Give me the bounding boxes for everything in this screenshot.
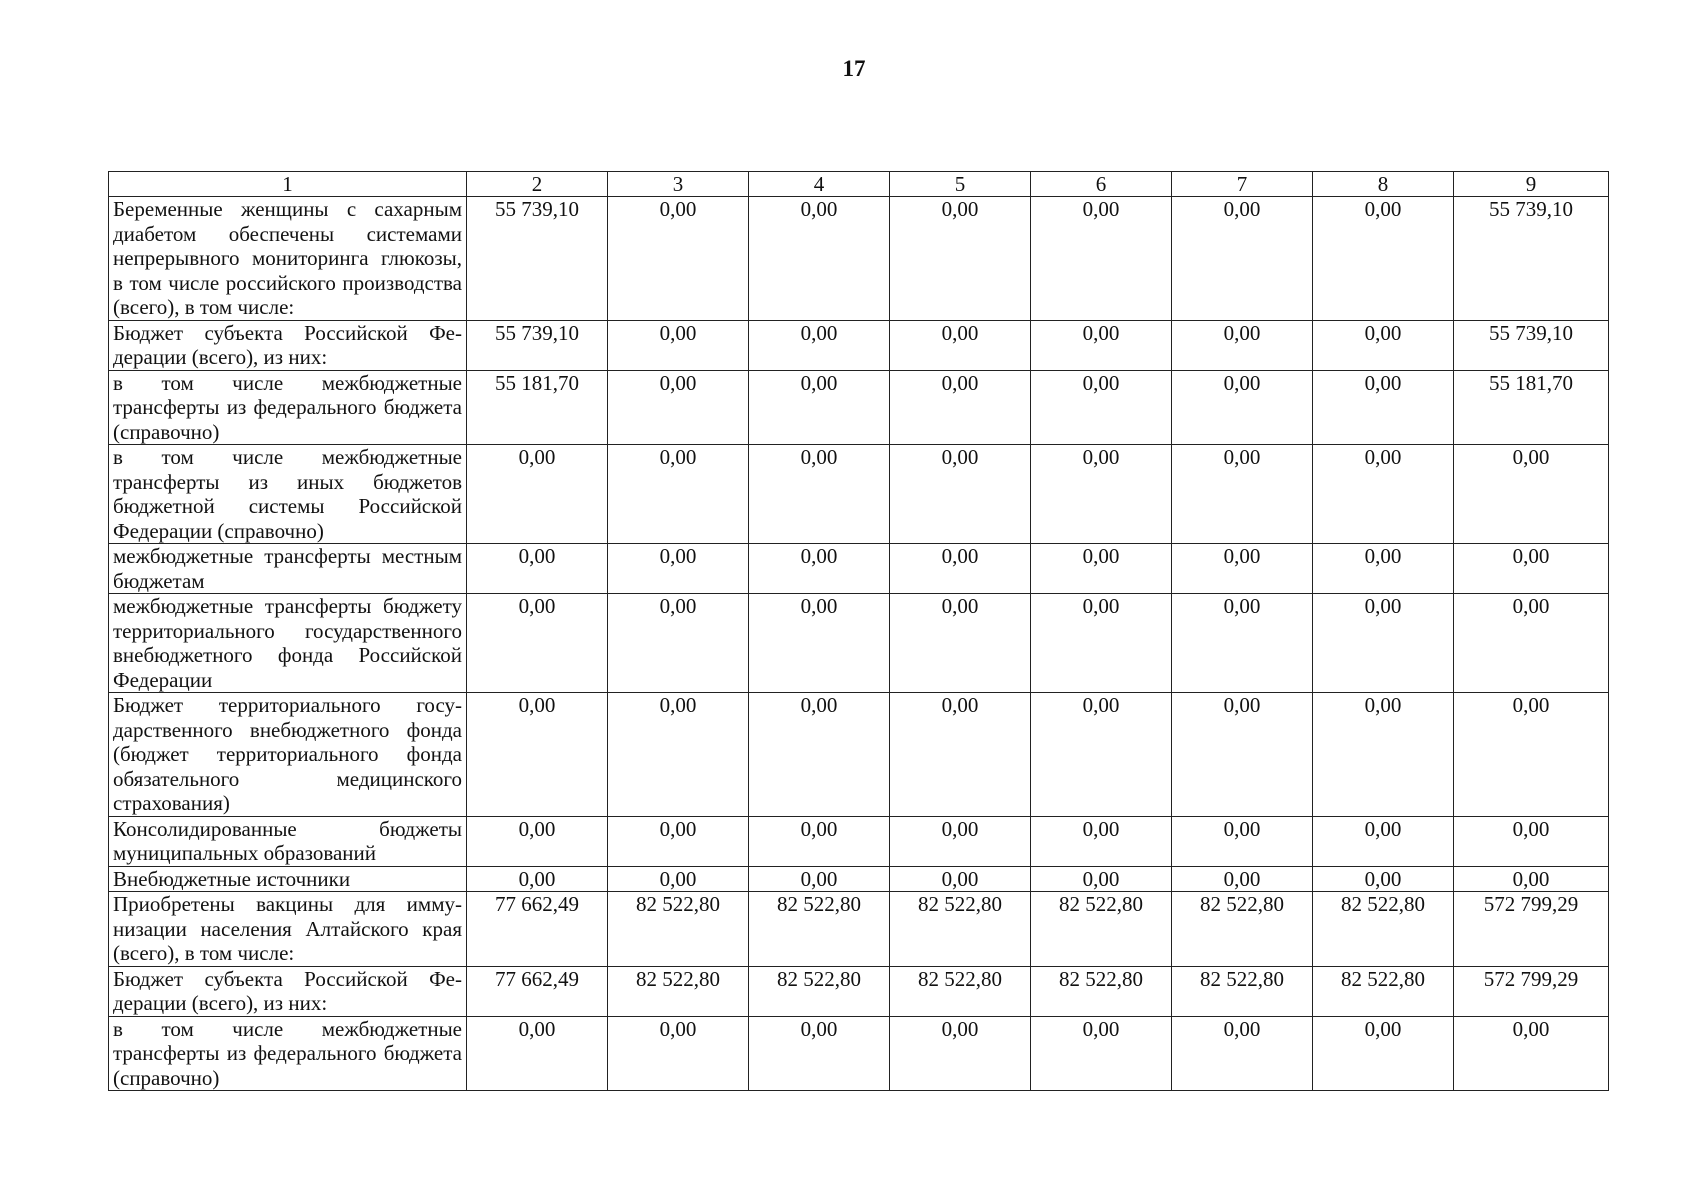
value-cell: 0,00 <box>890 370 1031 445</box>
value-cell: 0,00 <box>1313 693 1454 817</box>
value-cell: 0,00 <box>1454 816 1609 866</box>
value-cell: 0,00 <box>1172 1016 1313 1091</box>
value-cell: 55 739,10 <box>1454 197 1609 321</box>
column-header: 2 <box>467 172 608 197</box>
value-cell: 0,00 <box>1172 866 1313 892</box>
value-cell: 82 522,80 <box>1172 966 1313 1016</box>
value-cell: 82 522,80 <box>1172 892 1313 967</box>
value-cell: 55 181,70 <box>1454 370 1609 445</box>
value-cell: 0,00 <box>890 320 1031 370</box>
value-cell: 82 522,80 <box>608 892 749 967</box>
value-cell: 0,00 <box>467 693 608 817</box>
value-cell: 0,00 <box>1031 544 1172 594</box>
value-cell: 77 662,49 <box>467 892 608 967</box>
value-cell: 0,00 <box>1313 544 1454 594</box>
value-cell: 0,00 <box>1313 1016 1454 1091</box>
value-cell: 0,00 <box>890 866 1031 892</box>
value-cell: 82 522,80 <box>749 966 890 1016</box>
table-row <box>109 320 1609 370</box>
value-cell: 0,00 <box>1454 693 1609 817</box>
value-cell: 0,00 <box>608 693 749 817</box>
value-cell: 0,00 <box>1313 866 1454 892</box>
value-cell: 82 522,80 <box>1313 892 1454 967</box>
value-cell: 0,00 <box>1313 370 1454 445</box>
value-cell: 0,00 <box>1031 816 1172 866</box>
value-cell: 0,00 <box>749 816 890 866</box>
table-row <box>109 816 1609 866</box>
value-cell: 0,00 <box>1172 544 1313 594</box>
value-cell: 77 662,49 <box>467 966 608 1016</box>
table-row <box>109 197 1609 321</box>
value-cell: 55 181,70 <box>467 370 608 445</box>
value-cell: 0,00 <box>890 594 1031 693</box>
value-cell: 0,00 <box>890 197 1031 321</box>
row-label: Бюджет субъекта Российской Федерации (всего), из них: <box>109 320 467 370</box>
value-cell: 0,00 <box>1031 445 1172 544</box>
row-label: межбюджетные трансферты бюджету территориального государственного внебюджетного фонда Российской Федерации <box>109 594 467 693</box>
table-row <box>109 370 1609 445</box>
value-cell: 0,00 <box>1172 370 1313 445</box>
row-label: Бюджет субъекта Российской Федерации (всего), из них: <box>109 966 467 1016</box>
value-cell: 0,00 <box>749 544 890 594</box>
value-cell: 0,00 <box>1172 320 1313 370</box>
value-cell: 0,00 <box>608 816 749 866</box>
value-cell: 0,00 <box>608 320 749 370</box>
value-cell: 0,00 <box>1031 1016 1172 1091</box>
value-cell: 0,00 <box>1031 370 1172 445</box>
value-cell: 0,00 <box>1172 445 1313 544</box>
row-label: в том числе межбюджетные трансферты из федерального бюджета (справочно) <box>109 1016 467 1091</box>
value-cell: 0,00 <box>608 197 749 321</box>
row-label: Бюджет территориального государственного внебюджетного фонда (бюджет территориального фонда обязательного медицинского страхования) <box>109 693 467 817</box>
value-cell: 0,00 <box>1313 197 1454 321</box>
value-cell: 55 739,10 <box>467 197 608 321</box>
value-cell: 572 799,29 <box>1454 892 1609 967</box>
value-cell: 0,00 <box>1313 320 1454 370</box>
row-label: межбюджетные трансферты местным бюджетам <box>109 544 467 594</box>
value-cell: 572 799,29 <box>1454 966 1609 1016</box>
value-cell: 82 522,80 <box>1031 966 1172 1016</box>
value-cell: 0,00 <box>1031 594 1172 693</box>
table-row <box>109 693 1609 817</box>
value-cell: 0,00 <box>467 866 608 892</box>
value-cell: 82 522,80 <box>749 892 890 967</box>
value-cell: 0,00 <box>467 816 608 866</box>
value-cell: 0,00 <box>608 370 749 445</box>
value-cell: 0,00 <box>1172 816 1313 866</box>
row-label: Беременные женщины с сахарным диабетом обеспечены системами непрерывного мониторинга глюкозы, в том числе российского производства (всего), в том числе: <box>109 197 467 321</box>
column-header: 7 <box>1172 172 1313 197</box>
table-row <box>109 892 1609 967</box>
value-cell: 0,00 <box>1031 866 1172 892</box>
value-cell: 0,00 <box>1172 693 1313 817</box>
page-number: 17 <box>842 56 866 81</box>
column-header: 6 <box>1031 172 1172 197</box>
value-cell: 0,00 <box>608 445 749 544</box>
value-cell: 0,00 <box>1313 445 1454 544</box>
value-cell: 0,00 <box>890 1016 1031 1091</box>
value-cell: 0,00 <box>608 1016 749 1091</box>
column-header: 9 <box>1454 172 1609 197</box>
value-cell: 0,00 <box>608 866 749 892</box>
value-cell: 0,00 <box>1454 866 1609 892</box>
value-cell: 82 522,80 <box>1313 966 1454 1016</box>
table-row <box>109 594 1609 693</box>
value-cell: 0,00 <box>749 594 890 693</box>
value-cell: 0,00 <box>1313 594 1454 693</box>
value-cell: 0,00 <box>890 544 1031 594</box>
column-header: 1 <box>109 172 467 197</box>
value-cell: 0,00 <box>467 1016 608 1091</box>
value-cell: 55 739,10 <box>467 320 608 370</box>
value-cell: 82 522,80 <box>890 966 1031 1016</box>
value-cell: 0,00 <box>749 370 890 445</box>
value-cell: 0,00 <box>890 816 1031 866</box>
value-cell: 0,00 <box>749 693 890 817</box>
row-label: в том числе межбюджетные трансферты из иных бюджетов бюджетной системы Российской Федерации (справочно) <box>109 445 467 544</box>
column-header: 4 <box>749 172 890 197</box>
column-header: 5 <box>890 172 1031 197</box>
value-cell: 0,00 <box>749 1016 890 1091</box>
value-cell: 0,00 <box>1454 1016 1609 1091</box>
row-label: Приобретены вакцины для иммунизации населения Алтайского края (всего), в том числе: <box>109 892 467 967</box>
value-cell: 0,00 <box>467 594 608 693</box>
value-cell: 82 522,80 <box>608 966 749 1016</box>
table-row <box>109 445 1609 544</box>
value-cell: 0,00 <box>1172 197 1313 321</box>
row-label: Консолидированные бюджеты муниципальных образований <box>109 816 467 866</box>
column-header: 3 <box>608 172 749 197</box>
budget-table <box>108 171 1609 1091</box>
row-label: Внебюджетные источники <box>109 866 467 892</box>
value-cell: 0,00 <box>1313 816 1454 866</box>
value-cell: 0,00 <box>1031 320 1172 370</box>
column-number-row <box>109 172 1609 197</box>
table-body <box>109 197 1609 1091</box>
value-cell: 0,00 <box>1454 445 1609 544</box>
value-cell: 0,00 <box>1172 594 1313 693</box>
value-cell: 82 522,80 <box>1031 892 1172 967</box>
value-cell: 0,00 <box>749 445 890 544</box>
value-cell: 0,00 <box>608 594 749 693</box>
value-cell: 0,00 <box>1454 544 1609 594</box>
column-header: 8 <box>1313 172 1454 197</box>
row-label: в том числе межбюджетные трансферты из федерального бюджета (справочно) <box>109 370 467 445</box>
table-row <box>109 1016 1609 1091</box>
value-cell: 0,00 <box>749 320 890 370</box>
value-cell: 0,00 <box>467 445 608 544</box>
value-cell: 0,00 <box>608 544 749 594</box>
value-cell: 0,00 <box>1031 693 1172 817</box>
table-row <box>109 966 1609 1016</box>
value-cell: 0,00 <box>467 544 608 594</box>
value-cell: 0,00 <box>749 866 890 892</box>
value-cell: 0,00 <box>890 445 1031 544</box>
value-cell: 0,00 <box>749 197 890 321</box>
value-cell: 0,00 <box>1454 594 1609 693</box>
value-cell: 55 739,10 <box>1454 320 1609 370</box>
value-cell: 0,00 <box>1031 197 1172 321</box>
value-cell: 82 522,80 <box>890 892 1031 967</box>
table-row <box>109 866 1609 892</box>
value-cell: 0,00 <box>890 693 1031 817</box>
table-row <box>109 544 1609 594</box>
